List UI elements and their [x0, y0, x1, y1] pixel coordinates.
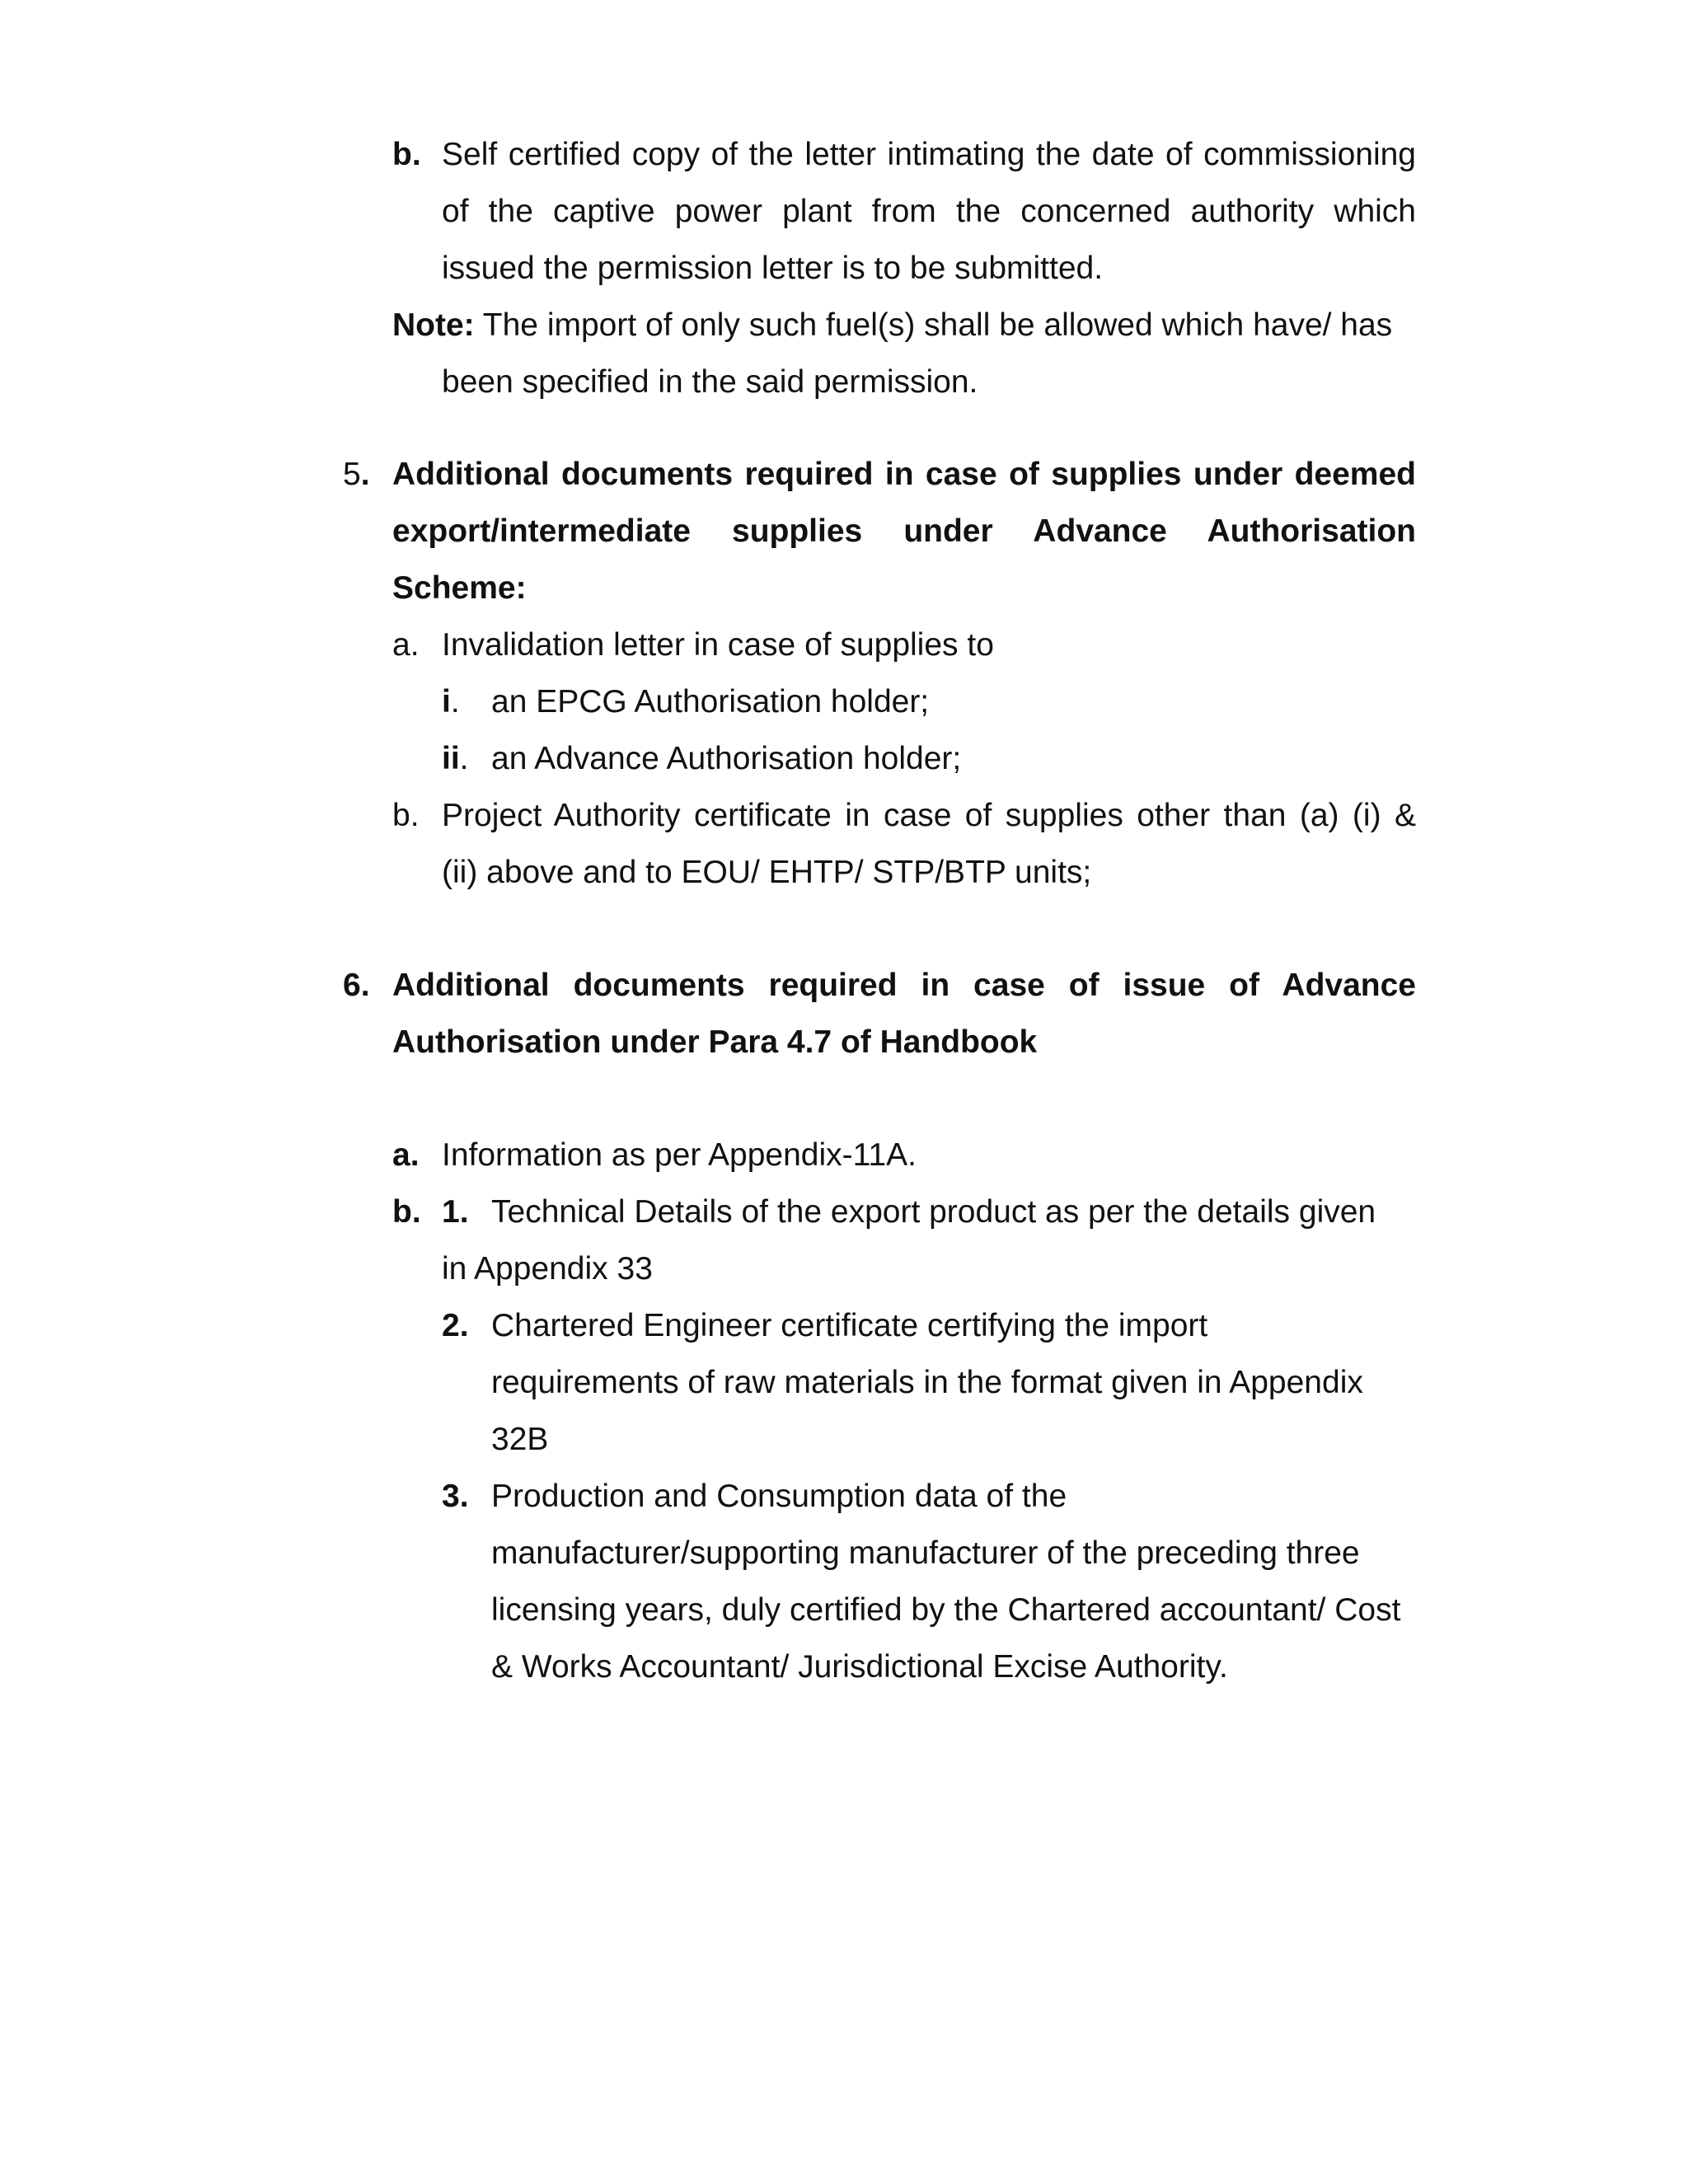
note-line-2: been specified in the said permission. — [442, 364, 978, 400]
section-6-sub-3-line-4: & Works Accountant/ Jurisdictional Excise Authority. — [491, 1649, 1228, 1685]
section-6-sub-3-marker: 3. — [442, 1479, 469, 1514]
section-6-sub-1-line-1: Technical Details of the export product as per the details given — [491, 1194, 1376, 1230]
section-6-number: 6. — [343, 968, 370, 1003]
section-5-heading-line-1: Additional documents required in case of supplies under deemed — [392, 457, 1416, 492]
section-6-heading-line-2: Authorisation under Para 4.7 of Handbook — [392, 1024, 1038, 1060]
section-6-sub-2-marker: 2. — [442, 1308, 469, 1343]
section-6-sub-1-marker: 1. — [442, 1194, 469, 1230]
note-label: Note: — [392, 307, 475, 343]
section-6-sub-1-line-2: in Appendix 33 — [442, 1251, 653, 1286]
section-5-number: 5. — [343, 457, 370, 492]
section-5-heading-line-3: Scheme: — [392, 570, 527, 606]
section-6-sub-3-line-2: manufacturer/supporting manufacturer of the preceding three — [491, 1535, 1360, 1571]
section-5-sub-i-marker: i. — [442, 684, 460, 719]
item-4b-line-1: Self certified copy of the letter intimating the date of commissioning — [442, 137, 1416, 172]
note-line-1 — [392, 307, 1392, 344]
section-6-item-a-text: Information as per Appendix-11A. — [442, 1137, 917, 1173]
section-6-sub-2-line-2: requirements of raw materials in the format given in Appendix — [491, 1365, 1363, 1400]
section-6-item-b-marker: b. — [392, 1194, 421, 1230]
section-5-sub-i-text: an EPCG Authorisation holder; — [491, 684, 930, 719]
item-4b-line-2: of the captive power plant from the concerned authority which — [442, 194, 1416, 229]
section-5-item-a-text: Invalidation letter in case of supplies to — [442, 627, 994, 663]
section-5-item-b-line-1: Project Authority certificate in case of supplies other than (a) (i) & — [442, 798, 1416, 833]
section-6-sub-2-line-3: 32B — [491, 1422, 549, 1457]
section-5-item-b-marker: b. — [392, 798, 420, 833]
section-6-item-a-marker: a. — [392, 1137, 420, 1173]
section-6-sub-2-line-1: Chartered Engineer certificate certifying the import — [491, 1308, 1208, 1343]
section-6-sub-3-line-3: licensing years, duly certified by the Chartered accountant/ Cost — [491, 1592, 1401, 1628]
item-4b-marker: b. — [392, 137, 421, 172]
section-5-item-a-marker: a. — [392, 627, 420, 663]
section-5-sub-ii-marker: ii. — [442, 741, 469, 776]
section-5-sub-ii-text: an Advance Authorisation holder; — [491, 741, 962, 776]
section-6-heading-line-1: Additional documents required in case of issue of Advance — [392, 968, 1416, 1003]
section-5-heading-line-2: export/intermediate supplies under Advance Authorisation — [392, 513, 1416, 549]
item-4b-line-3: issued the permission letter is to be submitted. — [442, 251, 1104, 286]
note-text-1: The import of only such fuel(s) shall be allowed which have/ has — [482, 307, 1393, 343]
section-6-sub-3-line-1: Production and Consumption data of the — [491, 1479, 1067, 1514]
section-5-item-b-line-2: (ii) above and to EOU/ EHTP/ STP/BTP units; — [442, 855, 1092, 890]
